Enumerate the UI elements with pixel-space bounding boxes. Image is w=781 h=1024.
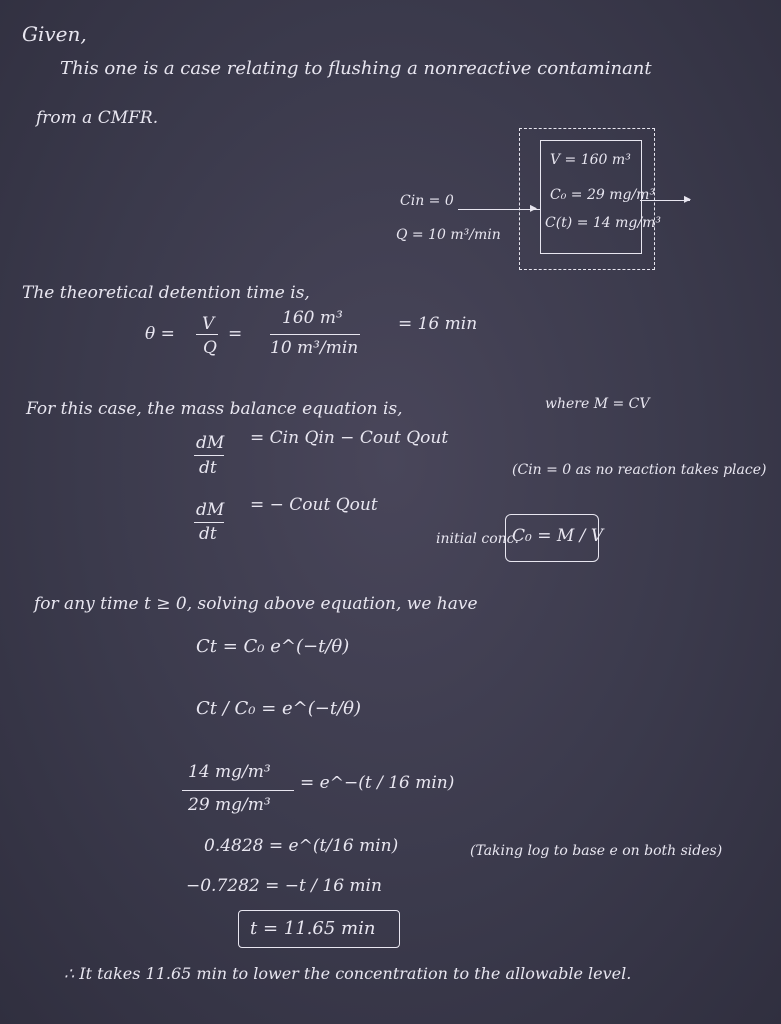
equals-sign: = (228, 324, 243, 344)
eq1-lhs-top: dM (196, 433, 225, 453)
no-reaction-note: (Cin = 0 as no reaction takes place) (512, 462, 767, 478)
inflow-arrow (458, 209, 540, 210)
frac-bar (270, 334, 360, 335)
detention-intro: The theoretical detention time is, (22, 283, 310, 303)
given-label: Given, (22, 22, 87, 46)
eq3-rhs: = e^−(t / 16 min) (300, 773, 455, 793)
eq2-lhs-top: dM (196, 500, 225, 520)
frac-num: 160 m³ (282, 308, 343, 328)
solution-eq4: 0.4828 = e^(t/16 min) (204, 836, 399, 856)
frac-den: 10 m³/min (270, 338, 359, 358)
initial-conc-eq: C₀ = M / V (512, 526, 604, 546)
theta-symbol: θ = (145, 324, 175, 344)
eq3-bot: 29 mg/m³ (188, 795, 271, 815)
outflow-arrow (640, 200, 690, 201)
mass-balance-intro: For this case, the mass balance equation is, (26, 399, 403, 419)
frac-v: V (202, 314, 215, 334)
reactor-c0: C₀ = 29 mg/m³ (550, 187, 656, 203)
outflow-arrowhead: ▸ (684, 191, 692, 207)
eq1-rhs: = Cin Qin − Cout Qout (250, 428, 449, 448)
eq2-rhs: = − Cout Qout (250, 495, 378, 515)
inflow-conc: Cin = 0 (400, 193, 454, 209)
eq1-lhs-bar (194, 455, 224, 456)
initial-conc-label: initial conc. (436, 531, 519, 547)
inflow-arrowhead: ▸ (530, 200, 538, 216)
intro-line-2: from a CMFR. (36, 108, 159, 128)
solution-eq2: Ct / C₀ = e^(−t/θ) (196, 698, 362, 719)
frac-q: Q (203, 338, 217, 358)
reactor-volume: V = 160 m³ (550, 152, 631, 168)
detention-result: = 16 min (398, 314, 478, 334)
eq3-bar (182, 790, 294, 791)
solution-eq1: Ct = C₀ e^(−t/θ) (196, 636, 350, 657)
eq2-lhs-bar (194, 522, 224, 523)
eq3-top: 14 mg/m³ (188, 762, 271, 782)
eq2-lhs-bot: dt (199, 524, 217, 544)
where-m-cv: where M = CV (545, 396, 650, 412)
log-note: (Taking log to base e on both sides) (470, 843, 723, 859)
intro-line-1: This one is a case relating to flushing a nonreactive contaminant (60, 58, 652, 79)
solution-intro: for any time t ≥ 0, solving above equation, we have (34, 594, 478, 614)
solution-eq5: −0.7282 = −t / 16 min (186, 876, 382, 896)
inflow-rate: Q = 10 m³/min (396, 227, 501, 243)
reactor-ct: C(t) = 14 mg/m³ (545, 215, 661, 231)
eq1-lhs-bot: dt (199, 458, 217, 478)
conclusion: ∴ It takes 11.65 min to lower the concentration to the allowable level. (64, 964, 632, 983)
answer: t = 11.65 min (250, 918, 376, 939)
frac-vq-bar (196, 334, 218, 335)
